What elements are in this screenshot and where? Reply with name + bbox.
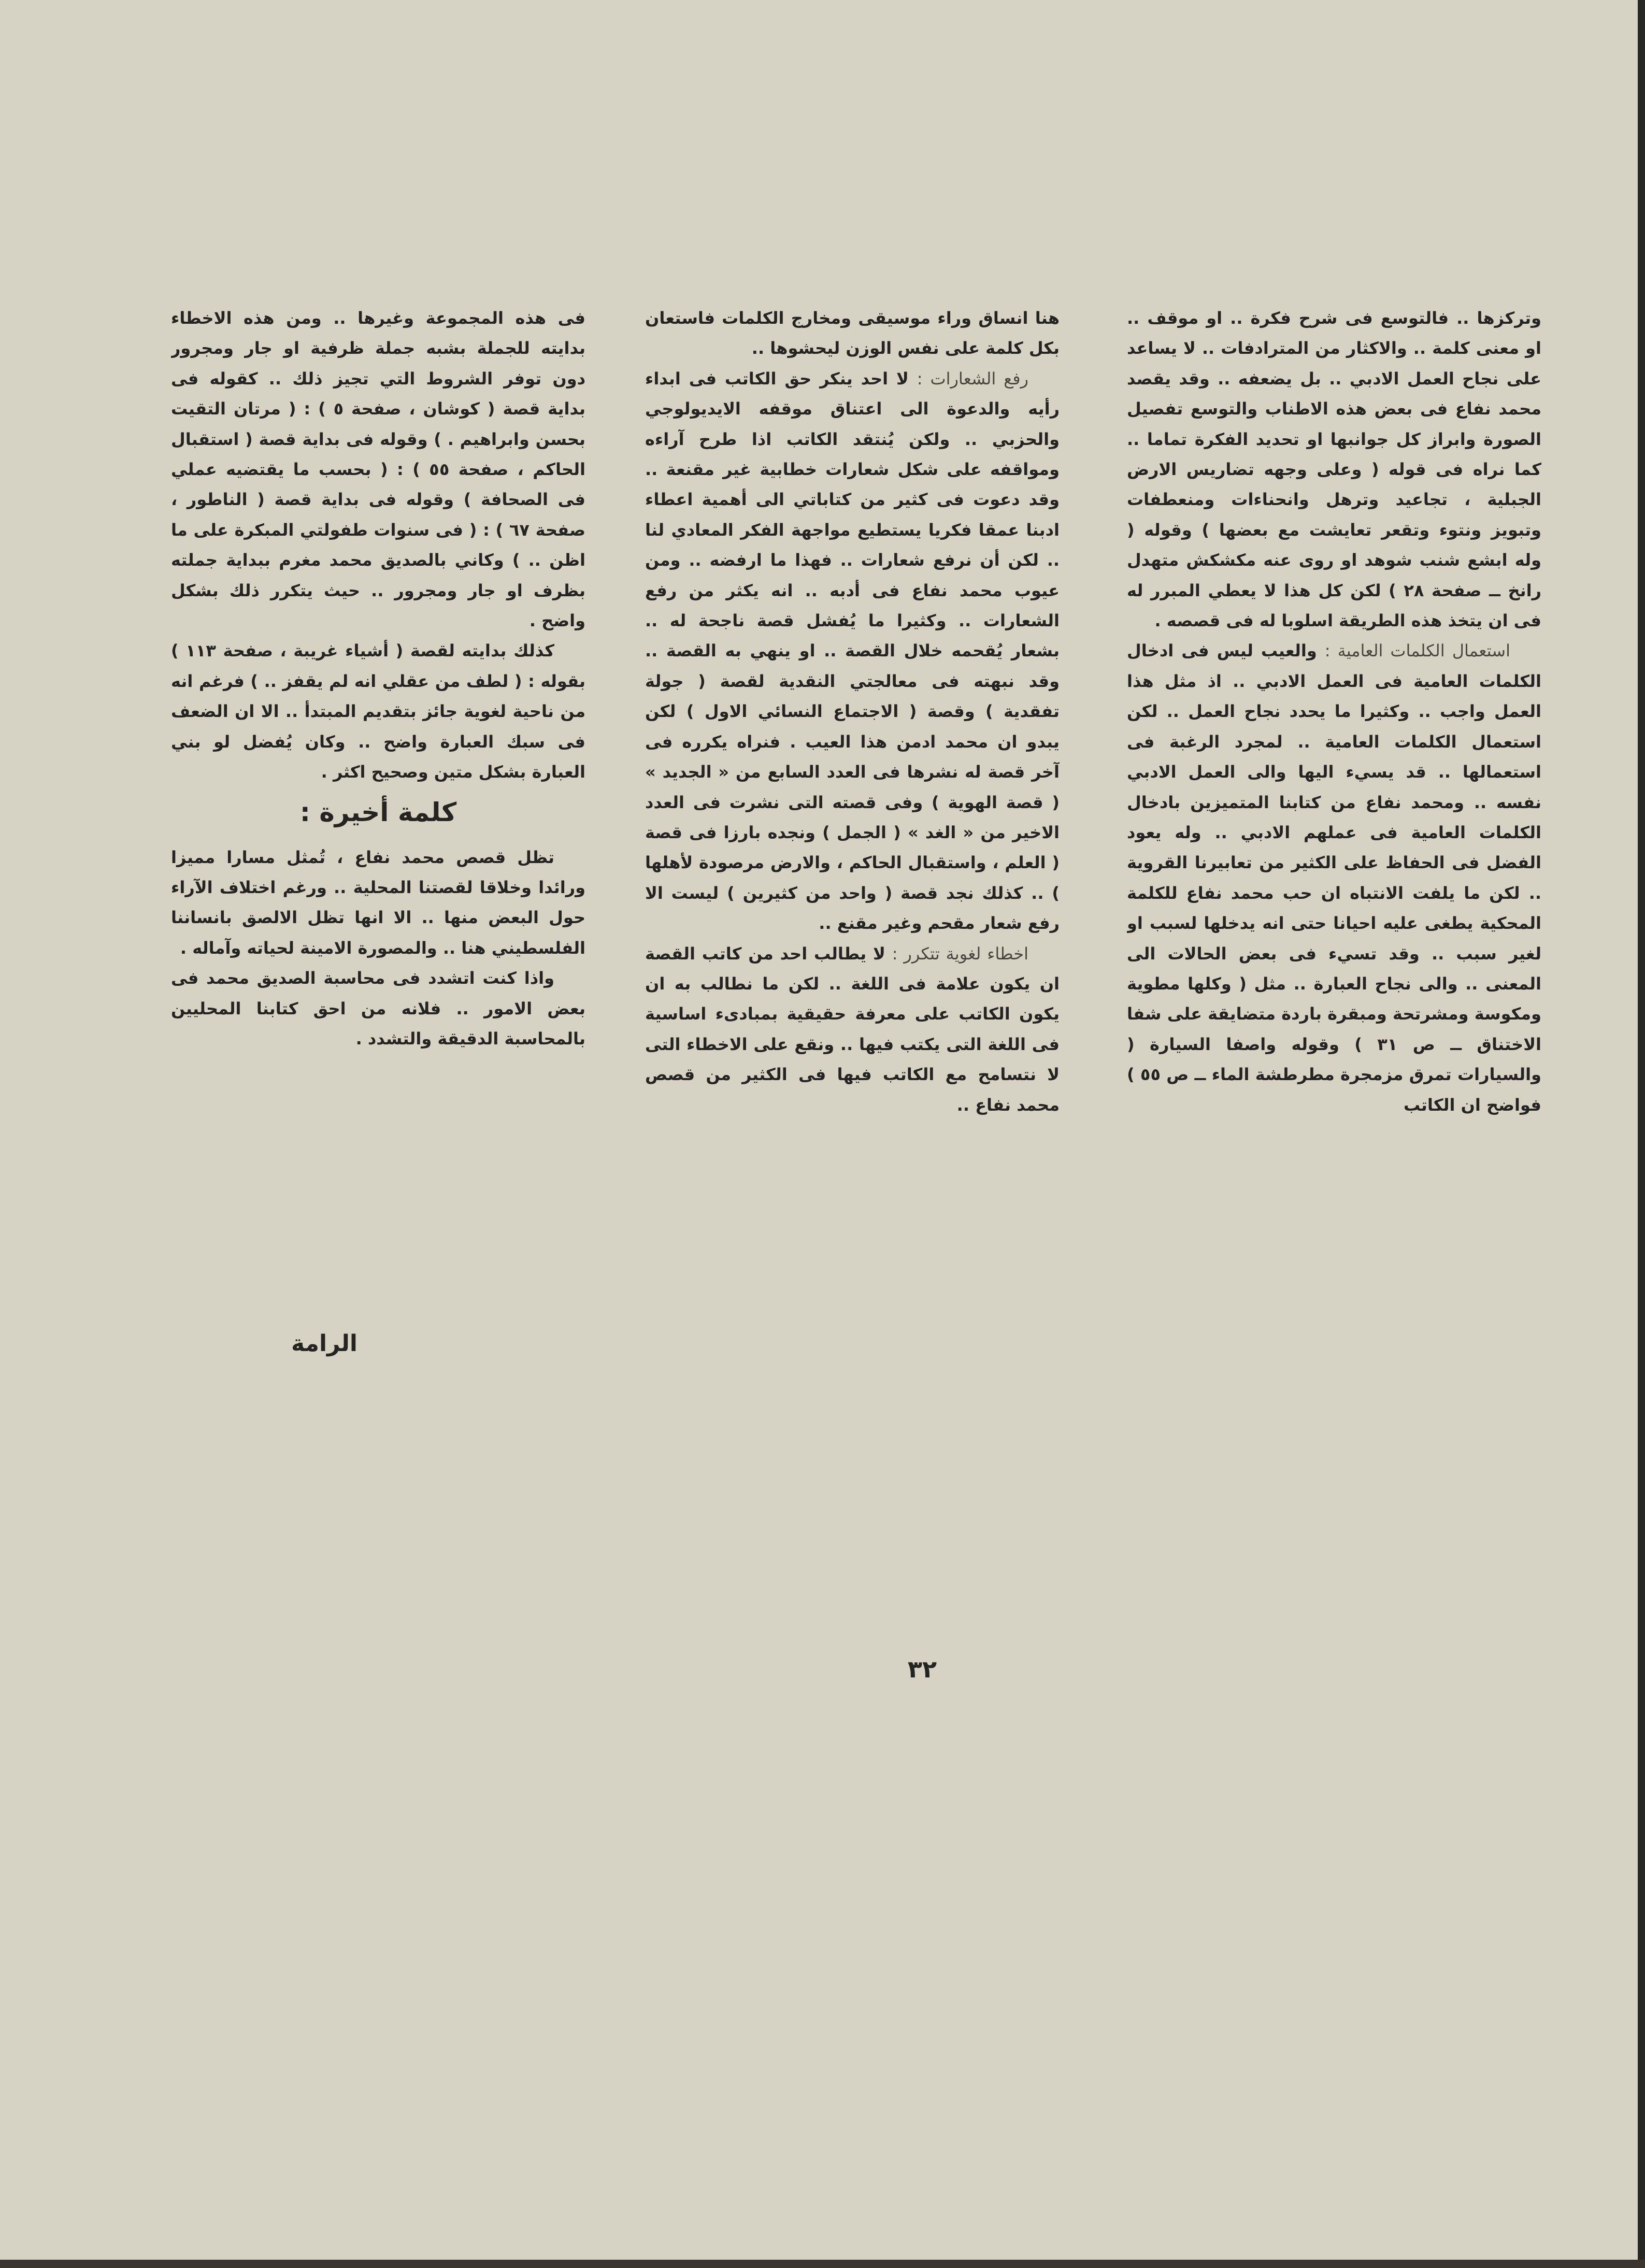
paragraph: واذا كنت اتشدد فى محاسبة الصديق محمد فى بعض الامور .. فلانه من احق كتابنا المحليين بالمحاسبة الدقيقة والتشدد . (171, 968, 585, 1049)
paragraph-text: لا يطالب احد من كاتب القصة ان يكون علامة فى اللغة .. لكن ما نطالب به ان يكون الكاتب على معرفة حقيقية بمبادىء اساسية فى اللغة التى يكتب فيها .. ونقع على الاخطاء التى لا نتسامح مع الكاتب فيها فى الكثير من قصص محمد نفاع .. (645, 943, 1060, 1115)
paragraph: تظل قصص محمد نفاع ، تُمثل مسارا مميزا ورائدا وخلاقا لقصتنا المحلية .. ورغم اختلاف الآراء حول البعض منها .. الا انها تظل الالصق بانساننا الفلسطيني هنا .. والمصورة الامينة لحياته وآماله . (171, 847, 585, 958)
paragraph: هنا انساق وراء موسيقى ومخارج الكلمات فاستعان بكل كلمة على نفس الوزن ليحشوها .. (645, 308, 1060, 358)
paragraph-text: والعيب ليس فى ادخال الكلمات العامية فى العمل الادبي .. اذ مثل هذا العمل واجب .. وكثيرا ما يحدد نجاح العمل .. لكن استعمال الكلمات العامية .. لمجرد الرغبة فى استعمالها .. قد يسيء اليها والى العمل الادبي نفسه .. ومحمد نفاع من كتابنا المتميزين بادخال الكلمات العامية فى عملهم الادبي .. وله يعود الفضل فى الحفاظ على الكثير من تعابيرنا القروية .. لكن ما يلفت الانتباه ان حب محمد نفاع للكلمة المحكية يطغى عليه احيانا حتى انه يدخلها لسبب او لغير سبب .. وقد تسيء فى بعض الحالات الى المعنى .. والى نجاح العبارة .. مثل ( وكلها مطوية ومكوسة ومشرتحة ومبقرة باردة متضايقة على شفا الاختناق ــ ص ٣١ ) وقوله واصفا السيارة ( والسيارات تمرق مزمجرة مطرطشة الماء ــ ص ٥٥ ) فواضح ان الكاتب (1127, 641, 1541, 1115)
page-edge (1638, 0, 1645, 2268)
paragraph: فى هذه المجموعة وغيرها .. ومن هذه الاخطاء بدايته للجملة بشبه جملة ظرفية او جار ومجرور دون توفر الشروط التي تجيز ذلك .. كقوله فى بداية قصة ( كوشان ، صفحة ٥ ) : ( مرتان التقيت بحسن وابراهيم . ) وقوله فى بداية قصة ( استقبال الحاكم ، صفحة ٥٥ ) : ( بحسب ما يقتضيه عملي فى الصحافة ) وقوله فى بداية قصة ( الناطور ، صفحة ٦٧ ) : ( فى سنوات طفولتي المبكرة على ما اظن .. ) وكاني بالصديق محمد مغرم ببداية جملته بظرف او جار ومجرور .. حيث يتكرر ذلك بشكل واضح . (171, 308, 585, 631)
paragraph-text: لا احد ينكر حق الكاتب فى ابداء رأيه والدعوة الى اعتناق موقفه الايديولوجي والحزبي .. ولكن يُنتقد الكاتب اذا طرح آراءه ومواقفه على شكل شعارات خطابية غير مقنعة .. وقد دعوت فى كثير من كتاباتي الى أهمية اعطاء ادبنا عمقا فكريا يستطيع مواجهة الفكر المعادي لنا .. لكن أن نرفع شعارات .. فهذا ما ارفضه .. ومن عيوب محمد نفاع فى أدبه .. انه يكثر من رفع الشعارات .. وكثيرا ما يُفشل قصة ناجحة له .. بشعار يُقحمه خلال القصة .. او ينهي به القصة .. وقد نبهته فى معالجتي النقدية لقصة ( جولة تفقدية ) وقصة ( الاجتماع النسائي الاول ) لكن يبدو ان محمد ادمن هذا العيب . فنراه يكرره فى آخر قصة له نشرها فى العدد السابع من « الجديد » ( قصة الهوية ) وفى قصته التى نشرت فى العدد الاخير من « الغد » ( الجمل ) ونجده بارزا فى قصة ( العلم ، واستقبال الحاكم ، والارض مرصودة لأهلها ) .. كذلك نجد قصة ( واحد من كثيرين ) ليست الا رفع شعار مقحم وغير مقنع .. (645, 368, 1060, 934)
article-column-right (1127, 303, 1541, 1572)
paragraph (645, 939, 1060, 1120)
section-lead: رفع الشعارات : (917, 368, 1029, 389)
section-lead: اخطاء لغوية تتكرر : (892, 943, 1029, 964)
author-signature: الرامة (291, 1330, 357, 1357)
paragraph: كذلك بدايته لقصة ( أشياء غريبة ، صفحة ١١٣ ) بقوله : ( لطف من عقلي انه لم يقفز .. ) فرغم انه من ناحية لغوية جائز بتقديم المبتدأ .. الا ان الضعف فى سبك العبارة واضح .. وكان يُفضل لو بني العبارة بشكل متين وصحيح اكثر . (171, 641, 585, 782)
section-lead: استعمال الكلمات العامية : (1324, 641, 1511, 661)
paragraph: وتركزها .. فالتوسع فى شرح فكرة .. او موقف .. او معنى كلمة .. والاكثار من المترادفات .. لا يساعد على نجاح العمل الادبي .. بل يضعفه .. وقد يقصد محمد نفاع فى بعض هذه الاطناب والتوسع تفصيل الصورة وابراز كل جوانبها او تحديد الفكرة تماما .. كما نراه فى قوله ( وعلى وجهه تضاريس الارض الجبلية ، تجاعيد وترهل وانحناءات ومنعطفات وتبويز ونتوء وتقعر تعايشت مع بعضها ) وقوله ( وله ابشع شنب شوهد او روى عنه مكشكش متهدل رانخ ــ صفحة ٢٨ ) لكن كل هذا لا يعطي المبرر له فى ان يتخذ هذه الطريقة اسلوبا له فى قصصه . (1127, 308, 1541, 631)
article-column-left (171, 303, 585, 1572)
paragraph (1127, 636, 1541, 1120)
paragraph (645, 364, 1060, 939)
page-edge-bottom (0, 2260, 1645, 2268)
section-heading: كلمة أخيرة : (299, 797, 457, 827)
page-number: ٣٢ (907, 1655, 937, 1683)
article-column-middle (645, 303, 1060, 1572)
